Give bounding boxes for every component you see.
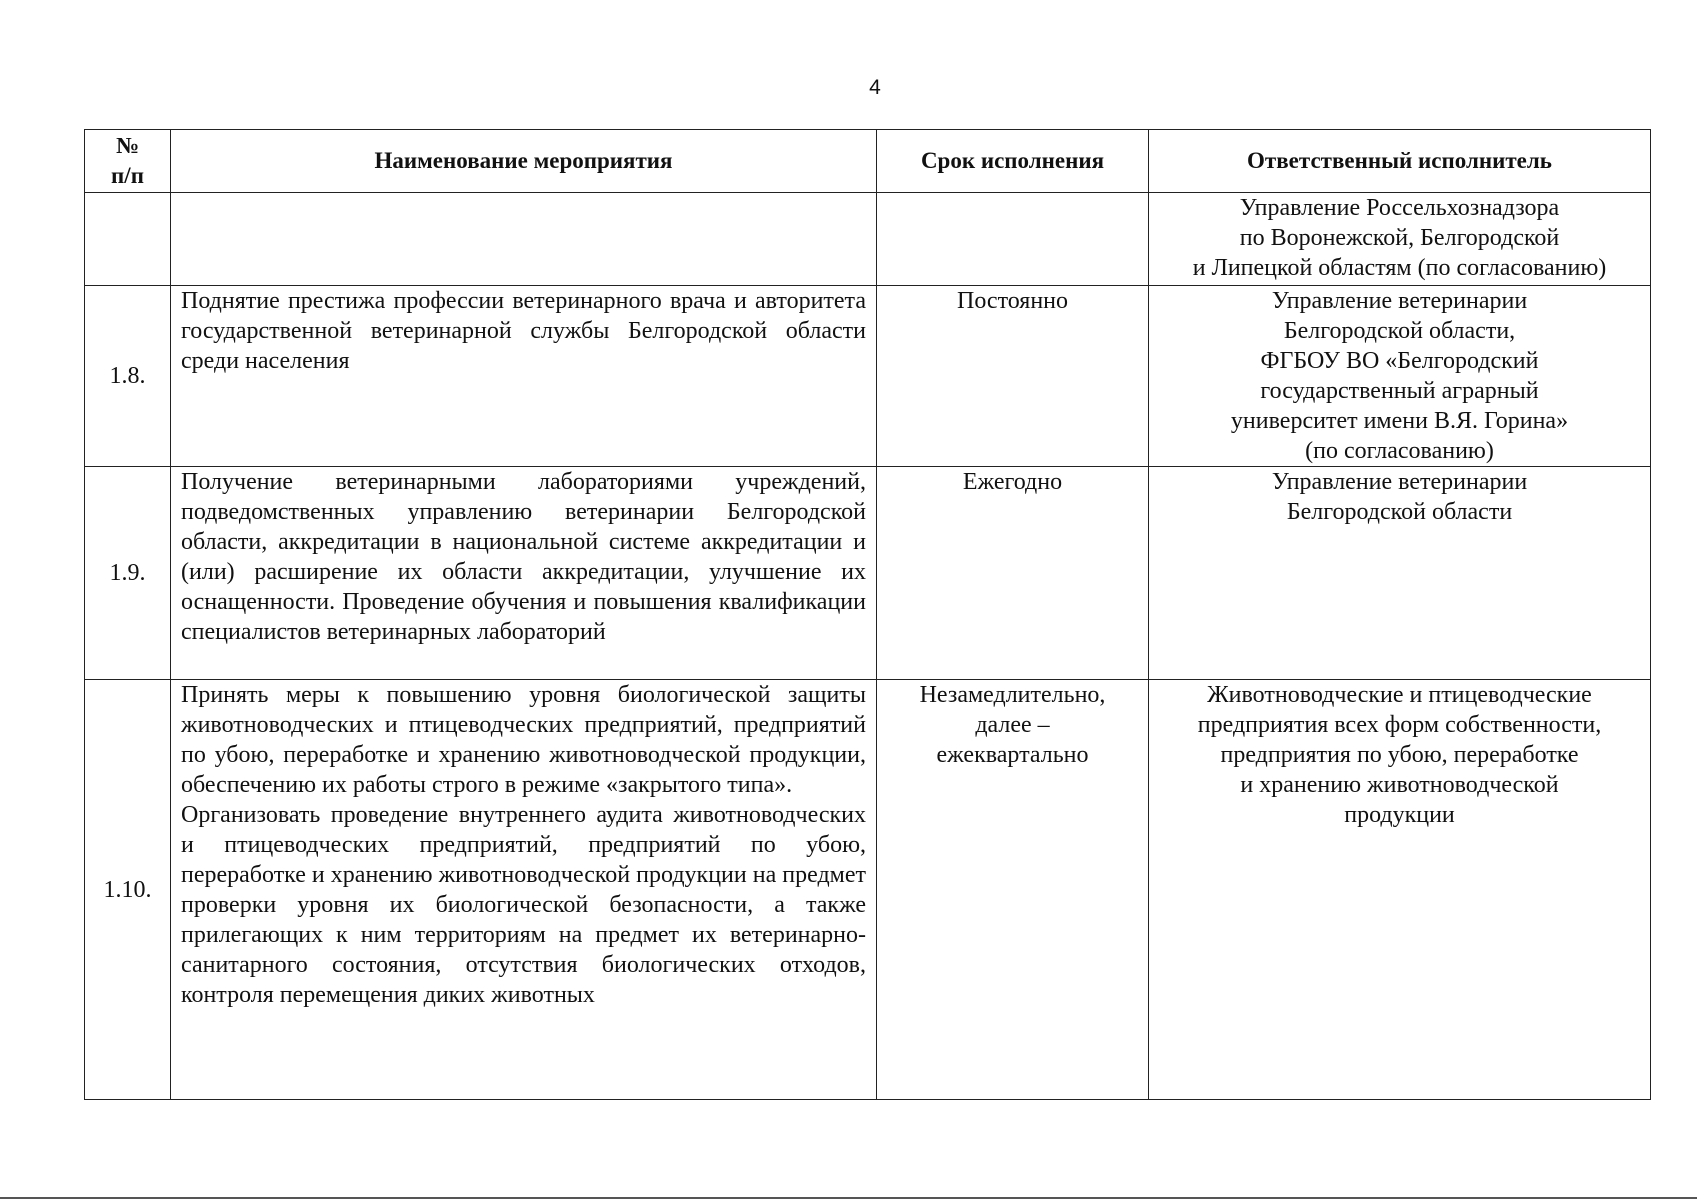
resp-line: ФГБОУ ВО «Белгородский [1260, 348, 1539, 374]
cell-term [877, 286, 1149, 467]
resp-line: предприятия всех форм собственности, [1197, 712, 1602, 738]
cell-responsible [1149, 467, 1651, 680]
resp-line: предприятия по убою, переработке [1220, 742, 1579, 768]
name-paragraph: Организовать проведение внутреннего аудита животноводческих и птицеводческих предприятий, предприятий по убою, переработке и хранению животноводческой продукции на предмет проверки уровня их биологической безопасности, а также прилегающих к ним территориям на предмет их ветеринарно-санитарного состояния, отсутствия биологических отходов, контроля перемещения диких животных [181, 802, 866, 1008]
cell-term [877, 193, 1149, 286]
cell-num: 1.10. [85, 680, 171, 1100]
table-row [85, 467, 1651, 680]
header-num-line-1: № [115, 133, 140, 158]
resp-line: Управление Россельхознадзора [1239, 195, 1560, 221]
page-bottom-divider [0, 1197, 1697, 1199]
cell-term [877, 680, 1149, 1100]
cell-num: 1.8. [85, 286, 171, 467]
table-row-continuation [85, 193, 1651, 286]
resp-line: Белгородской области, [1283, 318, 1516, 344]
cell-responsible [1149, 193, 1651, 286]
term-line: Ежегодно [962, 469, 1063, 495]
table-header-row [85, 130, 1651, 193]
table-row [85, 286, 1651, 467]
cell-name [171, 680, 877, 1100]
resp-line: университет имени В.Я. Горина» [1230, 408, 1569, 434]
plan-table [84, 129, 1651, 1100]
cell-num [85, 193, 171, 286]
resp-line: (по согласованию) [1305, 438, 1494, 464]
name-paragraph: Получение ветеринарными лабораториями учреждений, подведомственных управлению ветеринарии Белгородской области, аккредитации в национальной системе аккредитации и (или) расширение их области аккредитации, улучшение их оснащенности. Проведение обучения и повышения квалификации специалистов ветеринарных лабораторий [181, 469, 866, 645]
cell-responsible [1149, 286, 1651, 467]
resp-line: по Воронежской, Белгородской [1239, 225, 1560, 251]
header-num [85, 130, 171, 193]
header-name: Наименование мероприятия [171, 130, 877, 193]
header-term: Срок исполнения [877, 130, 1149, 193]
cell-name [171, 193, 877, 286]
cell-term [877, 467, 1149, 680]
name-paragraph: Поднятие престижа профессии ветеринарного врача и авторитета государственной ветеринарной службы Белгородской области среди населения [181, 288, 866, 374]
header-num-line-2: п/п [111, 163, 144, 188]
resp-line: Белгородской области [1286, 499, 1513, 525]
page-number: 4 [869, 76, 881, 99]
cell-name [171, 467, 877, 680]
resp-line: государственный аграрный [1260, 378, 1539, 404]
resp-line: продукции [1344, 802, 1455, 828]
term-line: ежеквартально [936, 742, 1089, 768]
term-line: Постоянно [956, 288, 1069, 314]
resp-line: Управление ветеринарии [1271, 288, 1528, 314]
name-paragraph: Принять меры к повышению уровня биологической защиты животноводческих и птицеводческих предприятий, предприятий по убою, переработке и хранению животноводческой продукции, обеспечению их работы строго в режиме «закрытого типа». [181, 682, 866, 798]
header-responsible: Ответственный исполнитель [1149, 130, 1651, 193]
cell-responsible [1149, 680, 1651, 1100]
term-line: Незамедлительно, [919, 682, 1106, 708]
term-line: далее – [975, 712, 1050, 738]
cell-name [171, 286, 877, 467]
cell-num: 1.9. [85, 467, 171, 680]
resp-line: Управление ветеринарии [1271, 469, 1528, 495]
table-row [85, 680, 1651, 1100]
resp-line: и Липецкой областям (по согласованию) [1192, 255, 1607, 281]
resp-line: и хранению животноводческой [1240, 772, 1559, 798]
resp-line: Животноводческие и птицеводческие [1207, 682, 1592, 708]
